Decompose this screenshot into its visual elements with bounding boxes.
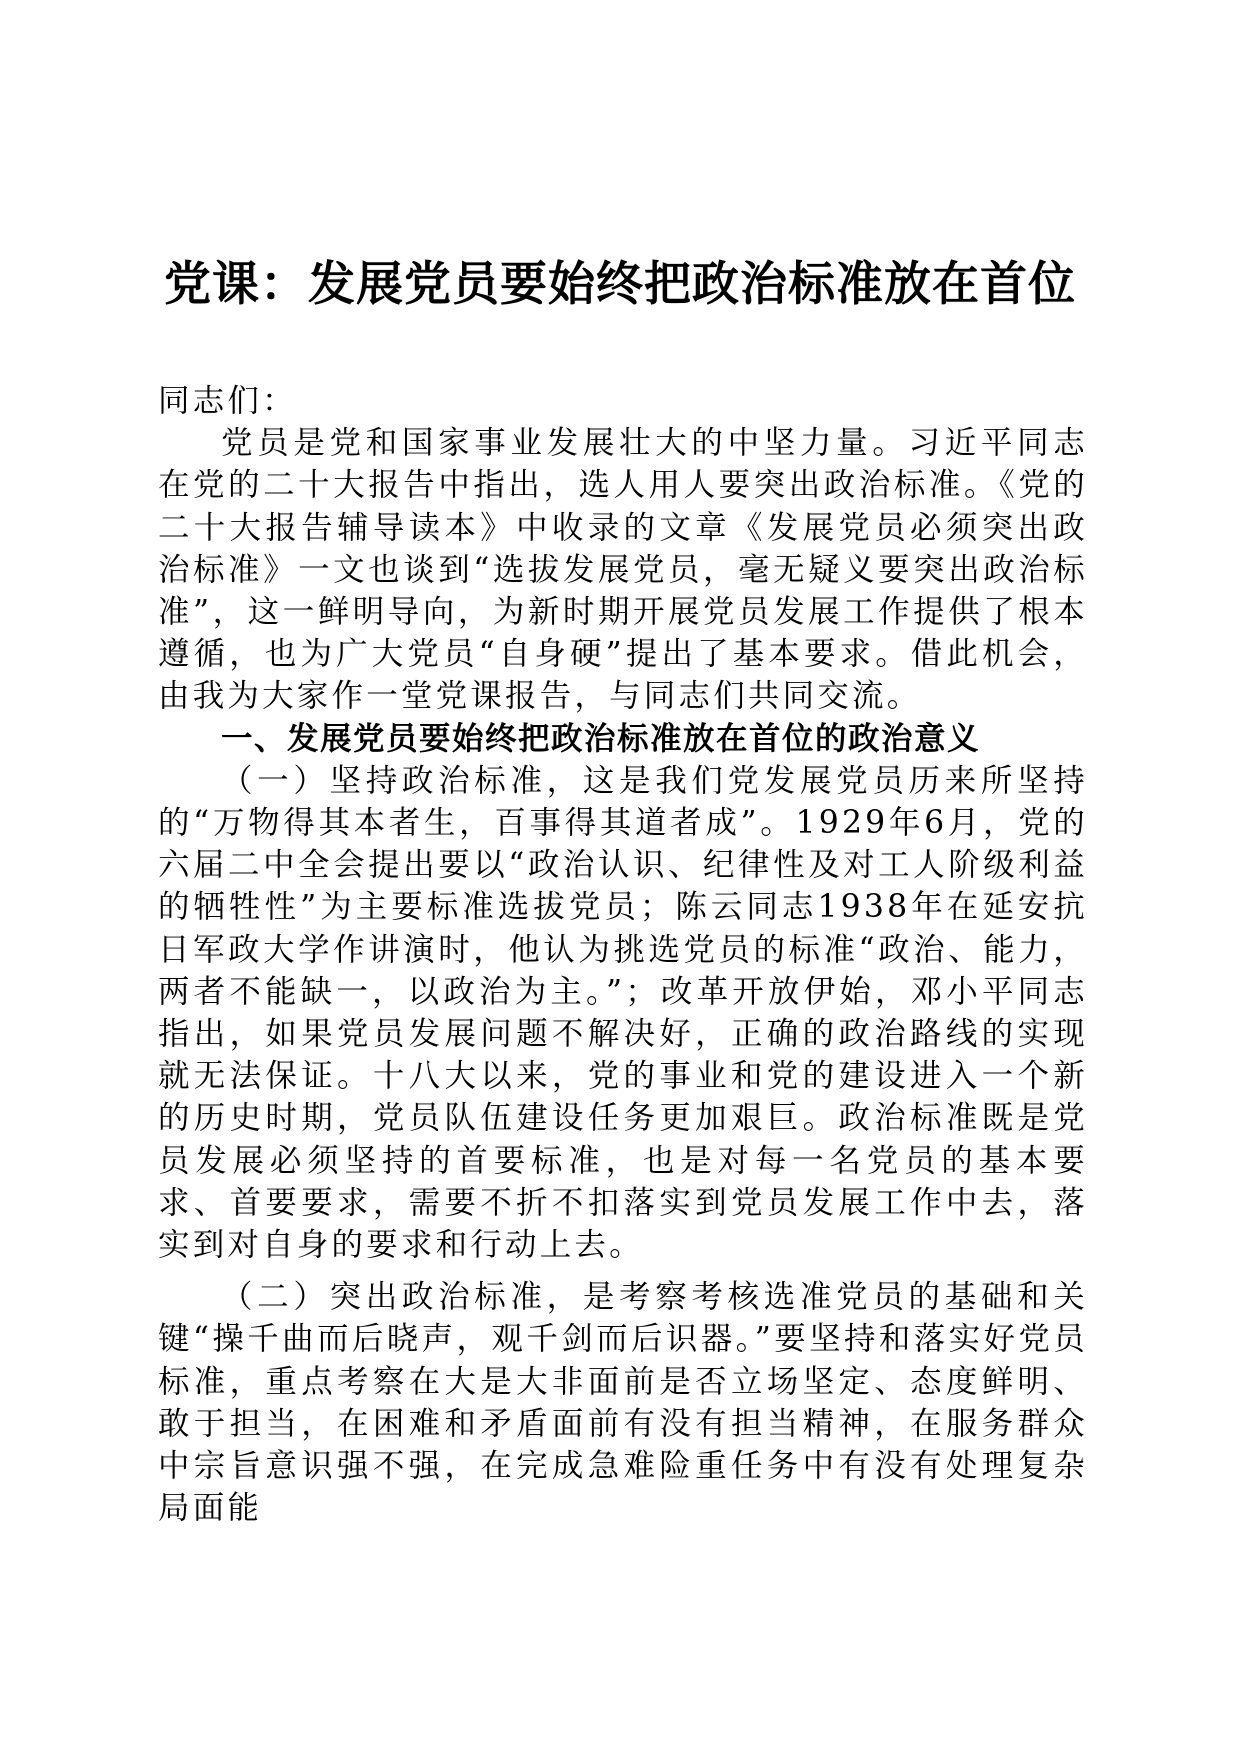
document-body: [158, 380, 1088, 1529]
document-title: 党课：发展党员要始终把政治标准放在首位: [164, 257, 1076, 312]
intro-paragraph: 党员是党和国家事业发展壮大的中坚力量。习近平同志在党的二十大报告中指出，选人用人要突出政治标准。《党的二十大报告辅导读本》中收录的文章《发展党员必须突出政治标准》一文也谈到“选拔发展党员，毫无疑义要突出政治标准”，这一鲜明导向，为新时期开展党员发展工作提供了根本遵循，也为广大党员“自身硬”提出了基本要求。借此机会，由我为大家作一堂党课报告，与同志们共同交流。: [158, 425, 1088, 715]
section-heading: 一、发展党员要始终把政治标准放在首位的政治意义: [221, 719, 981, 757]
subsection-paragraph-2: （二）突出政治标准，是考察考核选准党员的基础和关键“操千曲而后晓声，观千剑而后识器。”要坚持和落实好党员标准，重点考察在大是大非面前是否立场坚定、态度鲜明、敢于担当，在困难和矛盾面前有没有担当精神，在服务群众中宗旨意识强不强，在完成急难险重任务中有没有处理复杂局面能: [158, 1279, 1088, 1527]
subsection-paragraph-1: （一）坚持政治标准，这是我们党发展党员历来所坚持的“万物得其本者生，百事得其道者成”。1929年6月，党的六届二中全会提出要以“政治认识、纪律性及对工人阶级利益的牺牲性”为主要标准选拔党员；陈云同志1938年在延安抗日军政大学作讲演时，他认为挑选党员的标准“政治、能力，两者不能缺一，以政治为主。”；改革开放伊始，邓小平同志指出，如果党员发展问题不解决好，正确的政治路线的实现就无法保证。十八大以来，党的事业和党的建设进入一个新的历史时期，党员队伍建设任务更加艰巨。政治标准既是党员发展必须坚持的首要标准，也是对每一名党员的基本要求、首要要求，需要不折不扣落实到党员发展工作中去，落实到对自身的要求和行动上去。: [158, 762, 1088, 1264]
salutation: 同志们：: [158, 383, 297, 419]
